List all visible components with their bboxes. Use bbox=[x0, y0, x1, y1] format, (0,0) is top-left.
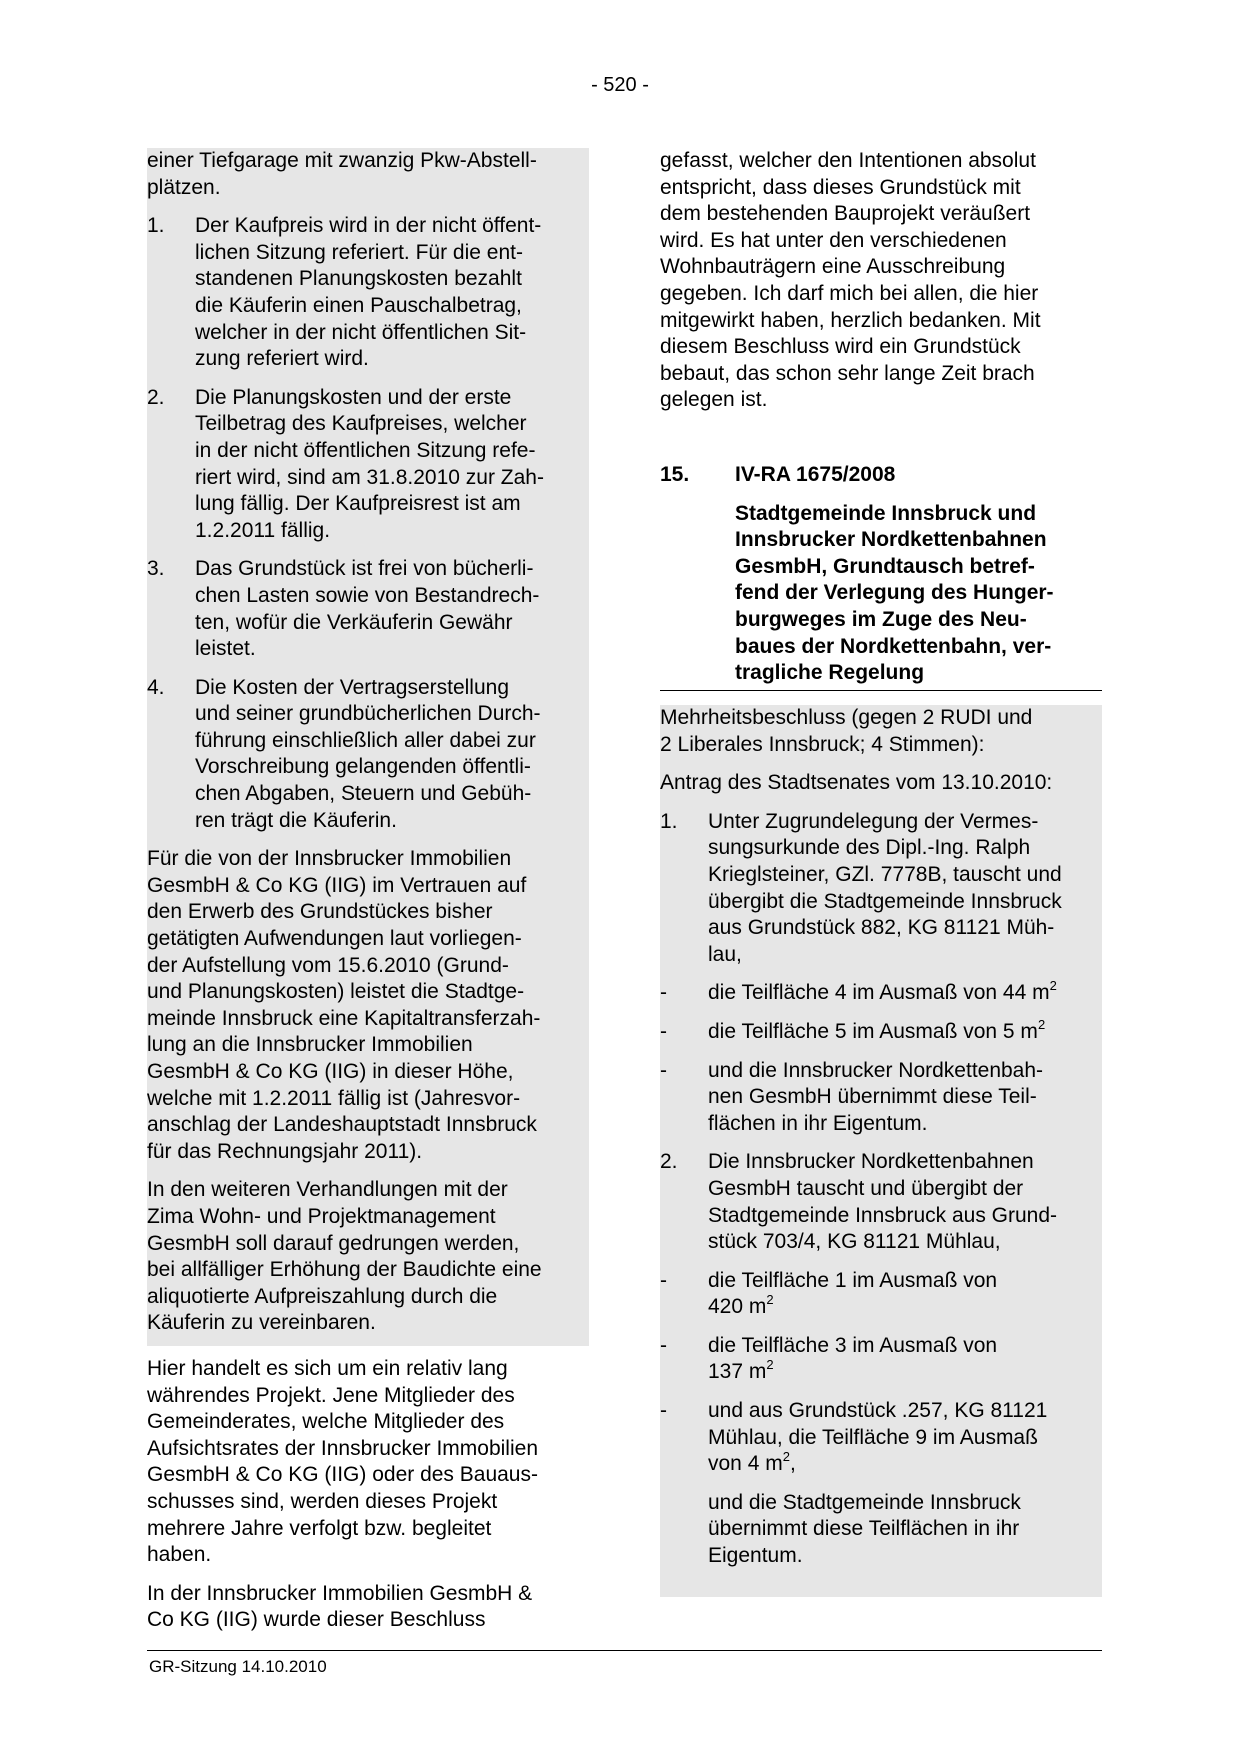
footer-text: GR-Sitzung 14.10.2010 bbox=[149, 1657, 327, 1676]
paragraph-iig: In der Innsbrucker Immobilien GesmbH & Co KG (IIG) wurde dieser Beschluss bbox=[147, 1581, 533, 1632]
dash-item: - die Teilfläche 3 im Ausmaß von 137 $m^2$ bbox=[660, 1333, 998, 1384]
dash-item: - die Teilfläche 5 im Ausmaß von 5 $m^2$ bbox=[660, 1016, 1046, 1043]
paragraph-project: Hier handelt es sich um ein relativ lang währendes Projekt. Jene Mitglieder des Gemeinderates, welche Mitglieder des Aufsichtsrates der Innsbrucker Immobilien GesmbH & Co KG (IIG) oder des Bauaus- schusses sind, werden dieses Projekt mehrere Jahre verfolgt bzw. begleitet haben. bbox=[147, 1357, 538, 1567]
dash-item: - die Teilfläche 4 im Ausmaß von 44 $m^2$ bbox=[660, 978, 1057, 1005]
intro-text: einer Tiefgarage mit zwanzig Pkw-Abstell- plätzen. bbox=[147, 149, 537, 199]
list-item: 3. Das Grundstück ist frei von bücherli- chen Lasten sowie von Bestandrech- ten, wofür die Verkäuferin Gewähr leistet. bbox=[147, 557, 540, 661]
closing-text: und die Stadtgemeinde Innsbruck übernimmt diese Teilflächen in ihr Eigentum. bbox=[708, 1490, 1021, 1568]
section-title: Stadtgemeinde Innsbruck und Innsbrucker Nordkettenbahnen GesmbH, Grundtausch betref- fend der Verlegung des Hunger- burgweges im Zuge des Neu- baues der Nordkettenbahn, ver- tragliche Regelung bbox=[735, 501, 1054, 685]
dash-item: - und aus Grundstück .257, KG 81121 Mühlau, die Teilfläche 9 im Ausmaß von 4 $m^2$, bbox=[660, 1399, 1048, 1476]
vote-result: Mehrheitsbeschluss (gegen 2 RUDI und 2 Liberales Innsbruck; 4 Stimmen): bbox=[660, 706, 1033, 756]
list-item: 4. Die Kosten der Vertragserstellung und seiner grundbücherlichen Durch- führung einschließlich aller dabei zur Vorschreibung gelangenden öffentli- chen Abgaben, Steuern und Gebüh- ren trägt die Käuferin. bbox=[147, 675, 541, 832]
paragraph-continuation: gefasst, welcher den Intentionen absolut entspricht, dass dieses Grundstück mit dem bestehenden Bauprojekt veräußert wird. Es hat unter den verschiedenen Wohnbauträgern eine Ausschreibung gegeben. Ich darf mich bei allen, die hier mitgewirkt haben, herzlich bedanken. Mit diesem Beschluss wird ein Grundstück bebaut, das schon sehr lange Zeit brach gelegen ist. bbox=[660, 149, 1041, 412]
footer-rule bbox=[147, 1650, 1102, 1651]
paragraph-capital-transfer: Für die von der Innsbrucker Immobilien GesmbH & Co KG (IIG) im Vertrauen auf den Erwerb des Grundstückes bisher getätigten Aufwendungen laut vorliegen- der Aufstellung vom 15.6.2010 (Grund- und Planungskosten) leistet die Stadtge- meinde Innsbruck eine Kapitaltransferzah- lung an die Innsbrucker Immobilien GesmbH & Co KG (IIG) in dieser Höhe, welche mit 1.2.2011 fällig ist (Jahresvor- anschlag der Landeshauptstadt Innsbruck für das Rechnungsjahr 2011). bbox=[147, 847, 541, 1163]
motion-date: Antrag des Stadtsenates vom 13.10.2010: bbox=[660, 771, 1053, 795]
shaded-resolution-block bbox=[147, 148, 589, 1346]
dash-item: - und die Innsbrucker Nordkettenbah- nen GesmbH übernimmt diese Teil- flächen in ihr Eigentum. bbox=[660, 1058, 1044, 1135]
paragraph-negotiations: In den weiteren Verhandlungen mit der Zima Wohn- und Projektmanagement GesmbH soll darauf gedrungen werden, bei allfälliger Erhöhung der Baudichte eine aliquotierte Aufpreiszahlung durch die Käuferin zu vereinbaren. bbox=[147, 1178, 542, 1335]
list-item: 2. Die Innsbrucker Nordkettenbahnen GesmbH tauscht und übergibt der Stadtgemeinde Innsbruck aus Grund- stück 703/4, KG 81121 Mühlau, bbox=[660, 1150, 1058, 1254]
section-heading bbox=[660, 462, 1102, 489]
page-number: - 520 - bbox=[591, 74, 649, 96]
speech-block bbox=[147, 1356, 589, 1646]
left-column bbox=[147, 148, 587, 1743]
agenda-item-15 bbox=[660, 462, 1102, 691]
list-item: 2. Die Planungskosten und der erste Teilbetrag des Kaufpreises, welcher in der nicht öffentlichen Sitzung refe- riert wird, sind am 31.8.2010 zur Zah- lung fällig. Der Kaufpreisrest ist am 1.2.2011 fällig. bbox=[147, 385, 544, 542]
section-rule bbox=[660, 690, 1102, 691]
list-item: 1. Unter Zugrundelegung der Vermes- sungsurkunde des Dipl.-Ing. Ralph Krieglsteiner, GZl. 7778B, tauscht und übergibt die Stadtgemeinde Innsbruck aus Grundstück 882, KG 81121 Müh- lau, bbox=[660, 809, 1062, 966]
speech-continuation bbox=[660, 148, 1102, 426]
section-reference: IV-RA 1675/2008 bbox=[735, 463, 896, 486]
closing-item bbox=[660, 1490, 1102, 1570]
section-number: 15. bbox=[660, 463, 690, 486]
dash-item: - die Teilfläche 1 im Ausmaß von 420 $m^2$ bbox=[660, 1268, 998, 1319]
list-item: 1. Der Kaufpreis wird in der nicht öffent- lichen Sitzung referiert. Für die ent- standenen Planungskosten bezahlt die Käuferin einen Pauschalbetrag, welcher in der nicht öffentlichen Sit- zung referiert wird. bbox=[147, 214, 542, 371]
right-column bbox=[660, 148, 1102, 1743]
shaded-resolution-block bbox=[660, 705, 1102, 1597]
